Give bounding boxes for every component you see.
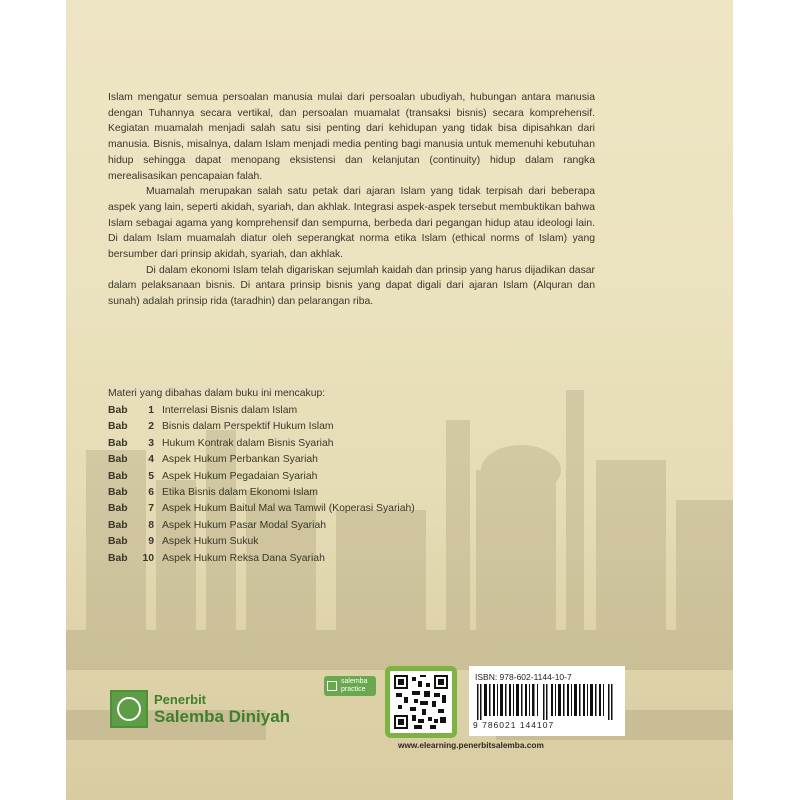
toc-row — [108, 454, 415, 470]
publisher-name: Salemba Diniyah — [154, 707, 291, 726]
toc-title: Hukum Kontrak dalam Bisnis Syariah — [162, 437, 334, 449]
toc-bab-label: Bab — [108, 470, 128, 482]
badge-line2: practice — [341, 686, 366, 693]
publisher-line1: Penerbit — [154, 692, 207, 707]
toc-number: 1 — [148, 405, 154, 416]
toc-number: 9 — [148, 536, 154, 548]
qr-code-icon — [394, 675, 448, 729]
toc-number: 6 — [148, 486, 154, 498]
toc-title: Aspek Hukum Perbankan Syariah — [162, 454, 318, 466]
toc-row — [108, 471, 415, 487]
toc-bab-label: Bab — [108, 437, 128, 449]
toc-row — [108, 487, 415, 503]
toc-row — [108, 438, 415, 454]
toc-row — [108, 405, 415, 421]
toc-number: 3 — [148, 437, 154, 449]
toc-intro: Materi yang dibahas dalam buku ini mencakup: — [108, 388, 326, 399]
toc-row — [108, 520, 415, 536]
toc-row — [108, 553, 415, 569]
toc-title: Interrelasi Bisnis dalam Islam — [162, 405, 298, 416]
toc-title: Aspek Hukum Pasar Modal Syariah — [162, 519, 327, 531]
toc-number: 8 — [148, 519, 154, 531]
toc-bab-label: Bab — [108, 486, 128, 498]
table-of-contents — [108, 405, 415, 569]
paragraph-1: Islam mengatur semua persoalan manusia mulai dari persoalan ubudiyah, hubungan antara manusia dengan Tuhannya secara vertikal, dan persoalan muamalat (transaksi bisnis) secara komprehensif. Kegiatan muamalah menjadi salah satu sisi penting dari kehidupan yang tidak bisa dipisahkan dari manusia. Bisnis, misalnya, dalam Islam menjadi media penting bagi manusia untuk memenuhi kebutuhan hidup sehingga dapat menopang eksistensi dan kelanjutan (continuity) hidup dalam rangka merealisasikan pencapaian falah. — [108, 92, 595, 182]
toc-bab-label: Bab — [108, 536, 128, 548]
toc-bab-label: Bab — [108, 503, 128, 515]
toc-number: 7 — [148, 503, 154, 515]
practice-icon — [327, 681, 337, 691]
website-url[interactable]: www.elearning.penerbitsalemba.com — [398, 740, 544, 750]
salemba-practice-badge — [324, 676, 376, 696]
paragraph-2: Muamalah merupakan salah satu petak dari ajaran Islam yang tidak terpisah dari beberapa aspek yang lain, seperti akidah, syariah, dan akhlak. Integrasi aspek-aspek tersebut membuktikan bahwa Islam sebagai agama yang komprehensif dan sempurna, berbeda dari pegangan hidup atau ideologi lain. Di dalam Islam muamalah diatur oleh seperangkat norma etika Islam (ethical norms of Islam) yang bersumber dari prinsip akidah, syariah, dan akhlak. — [108, 186, 595, 261]
toc-row — [108, 536, 415, 552]
toc-bab-label: Bab — [108, 405, 128, 416]
toc-title: Etika Bisnis dalam Ekonomi Islam — [162, 486, 318, 498]
toc-bab-label: Bab — [108, 519, 128, 531]
toc-number: 2 — [148, 421, 154, 433]
toc-row — [108, 421, 415, 437]
barcode-number: 9 786021 144107 — [473, 720, 555, 730]
toc-title: Aspek Hukum Baitul Mal wa Tamwil (Koperasi Syariah) — [162, 503, 415, 515]
publisher-logo-icon — [110, 690, 148, 728]
toc-title: Aspek Hukum Sukuk — [162, 536, 259, 548]
toc-number: 4 — [148, 454, 154, 466]
toc-row — [108, 503, 415, 519]
toc-bab-label: Bab — [108, 552, 128, 564]
barcode-icon — [477, 684, 617, 720]
badge-line1: salemba — [341, 678, 368, 685]
toc-title: Aspek Hukum Pegadaian Syariah — [162, 470, 318, 482]
toc-number: 10 — [142, 552, 154, 564]
isbn-label: ISBN: 978-602-1144-10-7 — [475, 672, 572, 682]
toc-bab-label: Bab — [108, 421, 128, 433]
isbn-barcode — [469, 666, 625, 736]
toc-number: 5 — [148, 470, 154, 482]
description-text — [108, 90, 595, 310]
toc-title: Bisnis dalam Perspektif Hukum Islam — [162, 421, 334, 433]
toc-title: Aspek Hukum Reksa Dana Syariah — [162, 552, 325, 564]
paragraph-3: Di dalam ekonomi Islam telah digariskan sejumlah kaidah dan prinsip yang harus dijadikan dasar dalam pelaksanaan bisnis. Di antara prinsip bisnis yang dapat digali dari ajaran Islam (Alquran dan sunah) adalah prinsip rida (taradhin) dan pelarangan riba. — [108, 264, 595, 308]
qr-code[interactable] — [385, 666, 457, 738]
publisher-logo — [110, 690, 290, 728]
toc-bab-label: Bab — [108, 454, 128, 466]
